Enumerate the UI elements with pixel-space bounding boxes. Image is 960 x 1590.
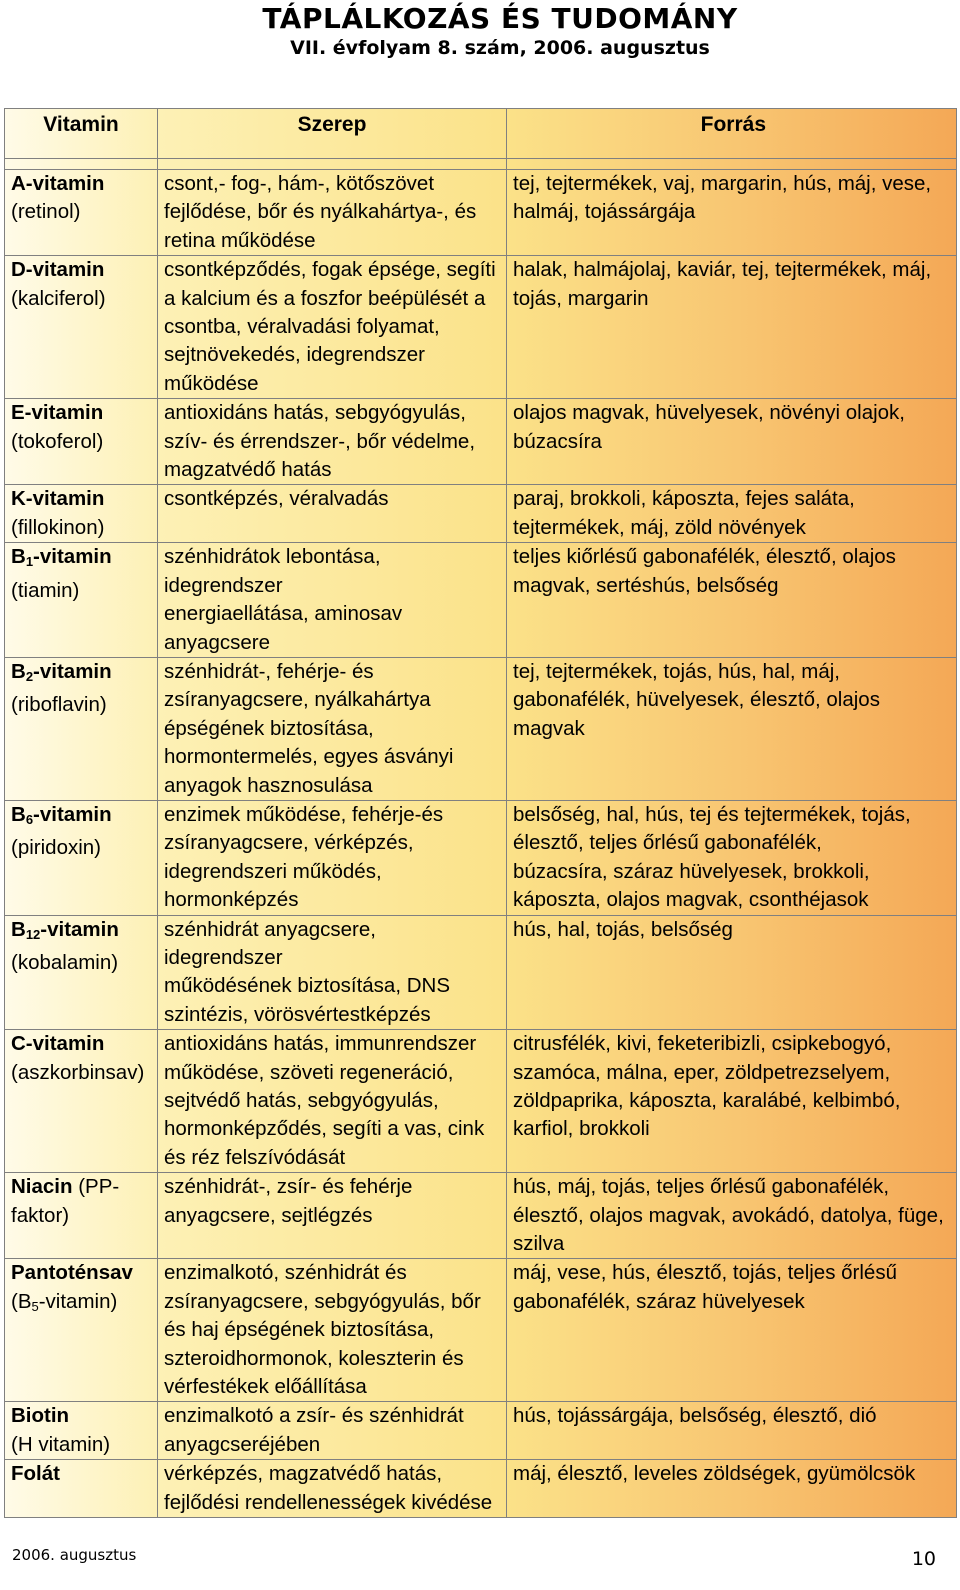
role-cell: antioxidáns hatás, sebgyógyulás, szív- és érrendszer-, bőr védelme, magzatvédő hatás bbox=[158, 399, 507, 485]
vitamin-cell bbox=[5, 800, 158, 915]
vitamin-alt-name-text: (kobalamin) bbox=[11, 950, 119, 974]
vitamin-name-text: Biotin bbox=[11, 1404, 70, 1428]
vitamin-cell bbox=[5, 915, 158, 1030]
role-cell: antioxidáns hatás, immunrendszer működése, szöveti regeneráció, sejtvédő hatás, sebgyógyulás, hormonképződés, segíti a vas, cink és réz felszívódását bbox=[158, 1030, 507, 1173]
table-row bbox=[5, 543, 957, 658]
vitamin-name-suffix: -vitamin bbox=[33, 802, 112, 826]
role-cell: csontképződés, fogak épsége, segíti a kalcium és a foszfor beépülését a csontba, véralvadási folyamat, sejtnövekedés, idegrendszer működése bbox=[158, 256, 507, 399]
vitamin-name bbox=[11, 1462, 60, 1485]
role-cell: szénhidrát-, zsír- és fehérje anyagcsere, sejtlégzés bbox=[158, 1173, 507, 1259]
vitamin-name bbox=[11, 803, 112, 826]
source-cell: tej, tejtermékek, tojás, hús, hal, máj, gabonafélék, hüvelyesek, élesztő, olajos magvak bbox=[507, 657, 957, 800]
vitamin-alt-name bbox=[11, 1433, 110, 1456]
vitamin-alt-name bbox=[11, 1061, 144, 1084]
vitamin-alt-name-text: (piridoxin) bbox=[11, 836, 101, 860]
table-row bbox=[5, 1460, 957, 1518]
role-cell: szénhidrát-, fehérje- és zsíranyagcsere, nyálkahártya épségének biztosítása, hormontermelés, egyes ásványi anyagok hasznosulása bbox=[158, 657, 507, 800]
table-row bbox=[5, 485, 957, 543]
table-row bbox=[5, 256, 957, 399]
source-cell: hús, hal, tojás, belsőség bbox=[507, 915, 957, 1030]
vitamin-table bbox=[4, 108, 957, 1518]
vitamin-name bbox=[11, 1404, 69, 1427]
vitamin-cell bbox=[5, 1030, 158, 1173]
vitamin-cell bbox=[5, 1460, 158, 1518]
vitamin-alt-name-text: (kalciferol) bbox=[11, 286, 106, 310]
vitamin-alt-name bbox=[11, 200, 81, 223]
table-row bbox=[5, 800, 957, 915]
table-row bbox=[5, 1259, 957, 1402]
vitamin-name-subscript: 2 bbox=[25, 668, 34, 684]
table-row bbox=[5, 170, 957, 256]
masthead bbox=[0, 2, 960, 60]
vitamin-name bbox=[11, 660, 112, 683]
vitamin-name-suffix: -vitamin bbox=[40, 917, 119, 941]
source-cell: belsőség, hal, hús, tej és tejtermékek, tojás, élesztő, teljes őrlésű gabonafélék, búzacsíra, száraz hüvelyesek, brokkoli, káposzta, olajos magvak, csonthéjasok bbox=[507, 800, 957, 915]
table-header-row bbox=[5, 109, 957, 159]
vitamin-alt-name-text: (B bbox=[11, 1289, 32, 1313]
table-spacer-row bbox=[5, 159, 957, 170]
role-cell: szénhidrátok lebontása, idegrendszer energiaellátása, aminosav anyagcsere bbox=[158, 543, 507, 658]
vitamin-alt-name bbox=[11, 693, 107, 716]
vitamin-name-subscript: 12 bbox=[25, 926, 41, 942]
vitamin-cell bbox=[5, 1259, 158, 1402]
vitamin-cell bbox=[5, 170, 158, 256]
source-cell: hús, máj, tojás, teljes őrlésű gabonafélék, élesztő, olajos magvak, avokádó, datolya, füge, szilva bbox=[507, 1173, 957, 1259]
vitamin-alt-name bbox=[11, 1290, 117, 1313]
vitamin-cell bbox=[5, 399, 158, 485]
vitamin-cell bbox=[5, 657, 158, 800]
vitamin-cell bbox=[5, 543, 158, 658]
vitamin-name bbox=[11, 1261, 133, 1284]
vitamin-cell bbox=[5, 485, 158, 543]
vitamin-name-suffix: -vitamin bbox=[33, 545, 112, 569]
table-row bbox=[5, 1030, 957, 1173]
vitamin-alt-name bbox=[11, 951, 118, 974]
footer-date: 2006. augusztus bbox=[12, 1546, 137, 1564]
table-row bbox=[5, 915, 957, 1030]
vitamin-name bbox=[11, 1175, 73, 1198]
vitamin-alt-name bbox=[11, 287, 106, 310]
column-header-forras: Forrás bbox=[507, 109, 957, 159]
vitamin-alt-name bbox=[11, 516, 104, 539]
table-row bbox=[5, 1173, 957, 1259]
vitamin-name-text: Pantoténsav bbox=[11, 1261, 133, 1285]
role-cell: enzimalkotó a zsír- és szénhidrát anyagcseréjében bbox=[158, 1402, 507, 1460]
source-cell: paraj, brokkoli, káposzta, fejes saláta, tejtermékek, máj, zöld növények bbox=[507, 485, 957, 543]
column-header-vitamin: Vitamin bbox=[5, 109, 158, 159]
vitamin-name-text: B bbox=[11, 659, 26, 683]
source-cell: citrusfélék, kivi, feketeribizli, csipkebogyó, szamóca, málna, eper, zöldpetrezselyem, zöldpaprika, káposzta, karalábé, kelbimbó, karfiol, brokkoli bbox=[507, 1030, 957, 1173]
journal-issue: VII. évfolyam 8. szám, 2006. augusztus bbox=[290, 37, 710, 59]
vitamin-alt-name-text: (fillokinon) bbox=[11, 515, 105, 539]
vitamin-alt-name-text: (tiamin) bbox=[11, 578, 80, 602]
vitamin-name-text: B bbox=[11, 802, 26, 826]
vitamin-alt-name bbox=[11, 836, 101, 859]
vitamin-alt-name-text: (tokoferol) bbox=[11, 429, 104, 453]
vitamin-alt-subscript: 5 bbox=[31, 1298, 39, 1314]
role-cell: enzimalkotó, szénhidrát és zsíranyagcsere, sebgyógyulás, bőr és haj épségének biztosítása, szteroidhormonok, koleszterin és vérfestékek előállítása bbox=[158, 1259, 507, 1402]
vitamin-name-subscript: 6 bbox=[25, 811, 34, 827]
vitamin-name-text: Niacin bbox=[11, 1175, 73, 1199]
source-cell: tej, tejtermékek, vaj, margarin, hús, máj, vese, halmáj, tojássárgája bbox=[507, 170, 957, 256]
vitamin-alt-name-text: (riboflavin) bbox=[11, 693, 107, 717]
vitamin-name-text: D-vitamin bbox=[11, 258, 105, 282]
vitamin-name bbox=[11, 918, 119, 941]
vitamin-alt-name bbox=[11, 579, 79, 602]
source-cell: olajos magvak, hüvelyesek, növényi olajok, búzacsíra bbox=[507, 399, 957, 485]
vitamin-alt-name-text: (H vitamin) bbox=[11, 1432, 111, 1456]
vitamin-name bbox=[11, 258, 104, 281]
vitamin-name-text: B bbox=[11, 545, 26, 569]
role-cell: csont,- fog-, hám-, kötőszövet fejlődése, bőr és nyálkahártya-, és retina működése bbox=[158, 170, 507, 256]
vitamin-name bbox=[11, 487, 104, 510]
role-cell: szénhidrát anyagcsere, idegrendszer működésének biztosítása, DNS szintézis, vörösvértestképzés bbox=[158, 915, 507, 1030]
journal-title: TÁPLÁLKOZÁS ÉS TUDOMÁNY bbox=[262, 2, 738, 35]
vitamin-cell bbox=[5, 1173, 158, 1259]
vitamin-name-text: C-vitamin bbox=[11, 1032, 105, 1056]
vitamin-name-text: B bbox=[11, 917, 26, 941]
vitamin-cell bbox=[5, 256, 158, 399]
role-cell: csontképzés, véralvadás bbox=[158, 485, 507, 543]
vitamin-name bbox=[11, 545, 112, 568]
vitamin-name-text: E-vitamin bbox=[11, 401, 104, 425]
vitamin-alt-name-text: (aszkorbinsav) bbox=[11, 1060, 145, 1084]
vitamin-name bbox=[11, 1032, 104, 1055]
table-body bbox=[5, 159, 957, 1518]
vitamin-name bbox=[11, 401, 103, 424]
vitamin-name-text: A-vitamin bbox=[11, 172, 105, 195]
vitamin-name bbox=[11, 172, 104, 195]
table-row bbox=[5, 657, 957, 800]
source-cell: máj, vese, hús, élesztő, tojás, teljes őrlésű gabonafélék, száraz hüvelyesek bbox=[507, 1259, 957, 1402]
role-cell: vérképzés, magzatvédő hatás, fejlődési rendellenességek kivédése bbox=[158, 1460, 507, 1518]
vitamin-alt-name bbox=[11, 430, 103, 453]
vitamin-name-subscript: 1 bbox=[25, 554, 34, 570]
vitamin-alt-name-text: (retinol) bbox=[11, 200, 81, 224]
vitamin-name-text: K-vitamin bbox=[11, 487, 105, 511]
source-cell: halak, halmájolaj, kaviár, tej, tejtermékek, máj, tojás, margarin bbox=[507, 256, 957, 399]
vitamin-name-suffix: -vitamin bbox=[33, 659, 112, 683]
source-cell: teljes kiőrlésű gabonafélék, élesztő, olajos magvak, sertéshús, belsőség bbox=[507, 543, 957, 658]
vitamin-alt-name-text: (PP- faktor) bbox=[11, 1175, 120, 1227]
page-number: 10 bbox=[911, 1548, 936, 1570]
source-cell: hús, tojássárgája, belsőség, élesztő, dió bbox=[507, 1402, 957, 1460]
table-row bbox=[5, 399, 957, 485]
source-cell: máj, élesztő, leveles zöldségek, gyümölcsök bbox=[507, 1460, 957, 1518]
table-row bbox=[5, 1402, 957, 1460]
column-header-szerep: Szerep bbox=[158, 109, 507, 159]
role-cell: enzimek működése, fehérje-és zsíranyagcsere, vérképzés, idegrendszeri működés, hormonképzés bbox=[158, 800, 507, 915]
vitamin-name-text: Folát bbox=[11, 1462, 60, 1486]
vitamin-alt-suffix: -vitamin) bbox=[38, 1289, 118, 1313]
vitamin-cell bbox=[5, 1402, 158, 1460]
